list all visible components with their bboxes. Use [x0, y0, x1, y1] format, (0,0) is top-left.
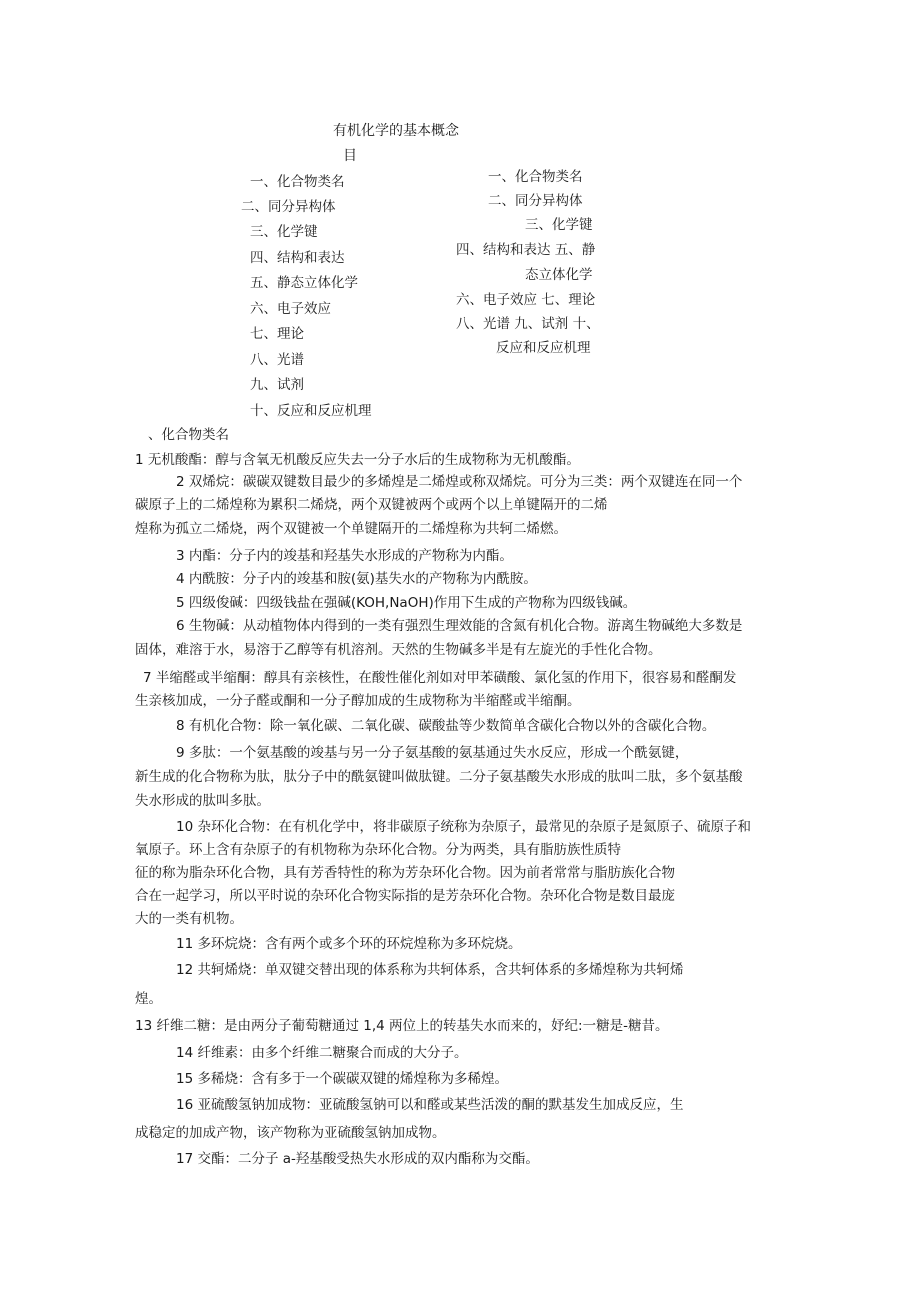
toc-right-item[interactable]: 六、电子效应 七、理论	[456, 292, 596, 308]
toc-left-item[interactable]: 五、静态立体化学	[250, 275, 358, 291]
paragraph-line: 失水形成的肽叫多肽。	[135, 793, 270, 809]
toc-right-item[interactable]: 四、结构和表达 五、静	[456, 242, 596, 258]
toc-left-item[interactable]: 六、电子效应	[250, 301, 331, 317]
paragraph-line: 成稳定的加成产物，该产物称为亚硫酸氢钠加成物。	[135, 1125, 446, 1141]
toc-right-item[interactable]: 二、同分异构体	[488, 193, 583, 209]
paragraph-line: 氧原子。环上含有杂原子的有机物称为杂环化合物。分为两类，具有脂肪族性质特	[135, 842, 621, 858]
paragraph-line: 固体，难溶于水，易溶于乙醇等有机溶剂。天然的生物碱多半是有左旋光的手性化合物。	[135, 642, 662, 658]
paragraph-line: 9 多肽：一个氨基酸的竣基与另一分子氨基酸的氨基通过失水反应，形成一个酰氨键，	[176, 745, 689, 761]
paragraph-line: 新生成的化合物称为肽，肽分子中的酰氨键叫做肽键。二分子氨基酸失水形成的肽叫二肽，多个氨基酸	[135, 769, 743, 785]
toc-right-item[interactable]: 一、化合物类名	[488, 169, 583, 185]
toc-left-item[interactable]: 八、光谱	[250, 352, 304, 368]
paragraph-line: 大的一类有机物。	[135, 911, 243, 927]
toc-left-item[interactable]: 一、化合物类名	[250, 174, 345, 190]
toc-heading: 目	[343, 148, 357, 164]
toc-left-item[interactable]: 四、结构和表达	[250, 250, 345, 266]
toc-left-item[interactable]: 三、化学键	[250, 224, 318, 240]
paragraph-line: 3 内酯：分子内的竣基和羟基失水形成的产物称为内酯。	[176, 548, 513, 564]
toc-right-item[interactable]: 八、光谱 九、试剂 十、	[456, 316, 600, 332]
toc-left-item[interactable]: 七、理论	[250, 326, 304, 342]
paragraph-line: 17 交酯：二分子 a-羟基酸受热失水形成的双内酯称为交酯。	[176, 1151, 539, 1167]
paragraph-line: 10 杂环化合物：在有机化学中，将非碳原子统称为杂原子，最常见的杂原子是氮原子、硫原子和	[176, 819, 751, 835]
toc-right-item[interactable]: 三、化学键	[525, 217, 593, 233]
paragraph-line: 生亲核加成，一分子醛或酮和一分子醇加成的生成物称为半缩醛或半缩酮。	[135, 693, 581, 709]
toc-right-item[interactable]: 态立体化学	[525, 267, 593, 283]
paragraph-line: 15 多稀烧：含有多于一个碳碳双键的烯煌称为多稀煌。	[176, 1071, 508, 1087]
paragraph-line: 11 多环烷烧：含有两个或多个环的环烷煌称为多环烷烧。	[176, 936, 522, 952]
toc-right-item[interactable]: 反应和反应机理	[496, 340, 591, 356]
section-heading: 、化合物类名	[148, 427, 229, 443]
toc-left-item[interactable]: 十、反应和反应机理	[250, 403, 372, 419]
paragraph-line: 13 纤维二糖：是由两分子葡萄糖通过 1,4 两位上的转基失水而来的，妤纪:一糖是-糖昔。	[135, 1018, 669, 1034]
paragraph-line: 煌称为孤立二烯烧，两个双键被一个单键隔开的二烯煌称为共轲二烯燃。	[135, 521, 567, 537]
paragraph-line: 碳原子上的二烯煌称为累积二烯烧，两个双键被两个或两个以上单键隔开的二烯	[135, 497, 608, 513]
paragraph-line: 8 有机化合物：除一氧化碳、二氧化碳、碳酸盐等少数简单含碳化合物以外的含碳化合物。	[176, 718, 716, 734]
paragraph-line: 14 纤维素：由多个纤维二糖聚合而成的大分子。	[176, 1045, 468, 1061]
paragraph-line: 煌。	[135, 991, 162, 1007]
paragraph-line: 16 亚硫酸氢钠加成物：亚硫酸氢钠可以和醛或某些活泼的酮的默基发生加成反应，生	[176, 1097, 684, 1113]
paragraph-line: 1 无机酸酯：醇与含氧无机酸反应失去一分子水后的生成物称为无机酸酯。	[135, 452, 580, 468]
toc-left-item[interactable]: 九、试剂	[250, 377, 304, 393]
paragraph-line: 6 生物碱：从动植物体内得到的一类有强烈生理效能的含氮有机化合物。游离生物碱绝大多数是	[176, 618, 743, 634]
paragraph-line: 5 四级俊碱：四级钱盐在强碱(KOH,NaOH)作用下生成的产物称为四级钱碱。	[176, 595, 637, 611]
paragraph-line: 12 共轲烯烧：单双键交替出现的体系称为共轲体系，含共轲体系的多烯煌称为共轲烯	[176, 962, 684, 978]
paragraph-line: 7 半缩醛或半缩酮：醇具有亲核性，在酸性催化剂如对甲苯磺酸、氯化氢的作用下，很容易和醛酮发	[143, 670, 737, 686]
paragraph-line: 4 内酰胺：分子内的竣基和胺(氨)基失水的产物称为内酰胺。	[176, 571, 537, 587]
toc-left-item[interactable]: 二、同分异构体	[241, 199, 336, 215]
document-title: 有机化学的基本概念	[333, 123, 459, 139]
paragraph-line: 征的称为脂杂环化合物，具有芳香特性的称为芳杂环化合物。因为前者常常与脂肪族化合物	[135, 865, 675, 881]
paragraph-line: 合在一起学习，所以平时说的杂环化合物实际指的是芳杂环化合物。杂环化合物是数目最庞	[135, 888, 675, 904]
paragraph-line: 2 双烯烷：碳碳双键数目最少的多烯煌是二烯煌或称双烯烷。可分为三类：两个双键连在同一个	[176, 474, 743, 490]
